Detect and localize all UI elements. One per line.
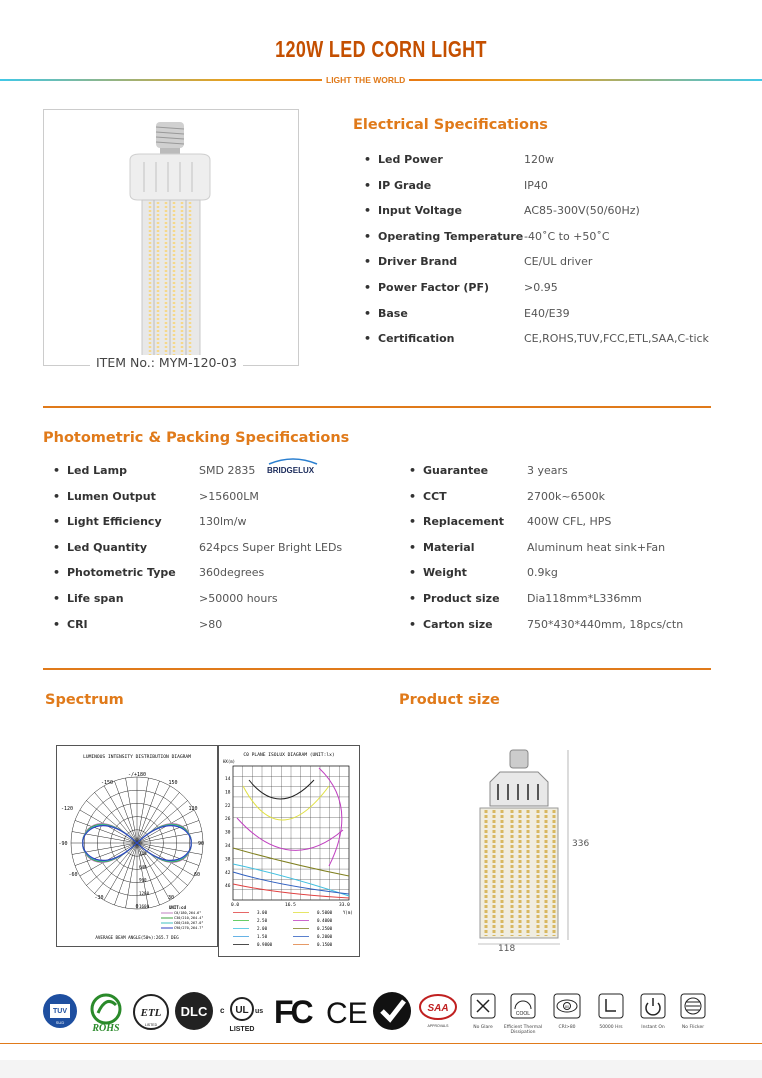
spec-value: 0.9kg: [527, 566, 558, 580]
svg-text:80: 80: [565, 1005, 569, 1009]
spec-value: AC85-300V(50/60Hz): [524, 204, 640, 218]
tagline: LIGHT THE WORLD: [322, 75, 409, 85]
spec-value: >15600LM: [199, 489, 259, 503]
polar-radius-label: 1600: [139, 904, 150, 909]
polar-angle-label: -150: [100, 780, 114, 786]
polar-angle-label: 90: [197, 841, 205, 847]
ce-logo: [326, 993, 370, 1029]
corn-light-image: [44, 110, 298, 365]
svg-text:FC: FC: [274, 994, 311, 1029]
luminous-intensity-diagram: [56, 745, 218, 947]
polar-radius-label: 1280: [139, 890, 150, 896]
svg-text:APPROVALS: APPROVALS: [427, 1024, 449, 1028]
isolux-xtick: 16.5: [285, 903, 296, 908]
isolux-xtick: 0.0: [231, 903, 240, 908]
feature-caption: Instant On: [641, 1025, 665, 1030]
spec-value: E40/E39: [524, 306, 570, 320]
no-glare-icon: [470, 993, 496, 1019]
polar-radius-label: 320: [139, 851, 147, 857]
polar-angle-label: 150: [168, 780, 178, 786]
spec-label: • Product size: [423, 592, 500, 605]
svg-text:us: us: [255, 1008, 264, 1015]
polar-angle-label: -120: [60, 806, 74, 812]
isolux-ytick: 26: [225, 817, 231, 823]
polar-angle-label: -/+180: [127, 772, 147, 778]
bridgelux-logo: [265, 456, 321, 478]
spec-label: • Certification: [378, 332, 455, 345]
isolux-ytick: 46: [225, 884, 231, 890]
spec-value: 360degrees: [199, 566, 265, 580]
polar-legend-label: C30/210,264.4°: [174, 916, 204, 920]
isolux-ytick: 42: [225, 870, 231, 876]
spec-label: • Weight: [423, 566, 467, 579]
isolux-legend-label: 0.4000: [317, 918, 333, 923]
polar-angle-label: -90: [58, 841, 68, 847]
svg-text:BRIDGELUX: BRIDGELUX: [267, 466, 315, 475]
isolux-legend-label: 0.2000: [317, 934, 333, 939]
isolux-legend-label: 2.50: [257, 918, 268, 923]
spec-label: • Operating Temperature: [378, 230, 523, 243]
spec-value: 400W CFL, HPS: [527, 515, 612, 529]
spec-value: >50000 hours: [199, 592, 278, 605]
diameter-dimension: 118: [498, 944, 516, 954]
photometric-heading: Photometric & Packing Specifications: [43, 430, 350, 446]
spec-value: 2700k~6500k: [527, 489, 605, 503]
isolux-ytick: 22: [225, 803, 231, 809]
spec-label: • Base: [378, 307, 408, 320]
cri-eye-icon: [553, 993, 581, 1019]
etl-logo: [132, 993, 170, 1031]
spec-value: 624pcs Super Bright LEDs: [199, 540, 343, 554]
isolux-ytick: 30: [225, 830, 231, 836]
isolux-legend-label: 3.00: [257, 910, 268, 915]
spec-value: Dia118mm*L336mm: [527, 592, 642, 605]
isolux-ytick: 38: [225, 857, 231, 863]
feature-caption: Efficient Thermal Dissipation: [503, 1025, 543, 1035]
electrical-heading: Electrical Specifications: [353, 117, 548, 133]
page-title: 120W LED CORN LIGHT: [275, 36, 487, 62]
svg-text:LISTED: LISTED: [144, 1023, 158, 1027]
spec-value: SMD 2835: [199, 464, 256, 477]
svg-text:SAA: SAA: [427, 1003, 449, 1014]
polar-radius-label: 640: [139, 864, 147, 870]
polar-angle-label: 0: [135, 904, 139, 910]
product-size-heading: Product size: [399, 692, 500, 708]
isolux-legend-label: 2.00: [257, 926, 268, 931]
svg-text:LISTED: LISTED: [229, 1026, 255, 1033]
isolux-xtick: 33.0: [339, 903, 350, 908]
spec-label: • Guarantee: [423, 464, 488, 477]
spec-value: CE/UL driver: [524, 255, 593, 269]
spec-label: • Input Voltage: [378, 204, 462, 217]
spec-label: • CCT: [423, 490, 447, 503]
svg-text:UL: UL: [235, 1005, 249, 1016]
svg-text:SUD: SUD: [55, 1020, 65, 1025]
isolux-diagram: [218, 745, 360, 957]
isolux-legend-label: 0.5000: [317, 910, 333, 915]
spec-value: 130lm/w: [199, 515, 247, 529]
isolux-legend-label: 0.2500: [317, 926, 333, 931]
c-tick-logo: [372, 991, 412, 1031]
isolux-xunit: Y(m): [343, 910, 353, 915]
svg-text:TUV: TUV: [53, 1008, 67, 1015]
length-dimension: 336: [572, 839, 590, 849]
svg-text:ROHS: ROHS: [92, 1023, 120, 1034]
svg-text:CE: CE: [326, 997, 368, 1029]
spec-value: 750*430*440mm, 18pcs/ctn: [527, 617, 684, 631]
fcc-logo: [272, 993, 322, 1029]
feature-caption: No Glare: [473, 1025, 493, 1030]
isolux-legend-label: 0.1500: [317, 942, 333, 947]
spec-label: • Life span: [67, 592, 124, 605]
spec-value: >80: [199, 617, 223, 631]
polar-legend-label: C90/270,264.7°: [174, 926, 204, 930]
spec-value: CE,ROHS,TUV,FCC,ETL,SAA,C-tick: [524, 332, 709, 346]
no-flicker-icon: [680, 993, 706, 1019]
footer-band: [0, 1060, 762, 1078]
svg-text:COOL: COOL: [515, 1011, 531, 1017]
spec-value: IP40: [524, 178, 548, 192]
spec-label: • Led Lamp: [67, 464, 127, 477]
instant-on-icon: [640, 993, 666, 1019]
rohs-logo: [86, 991, 128, 1035]
spec-value: -40˚C to +50˚C: [524, 229, 610, 243]
spec-label: • Driver Brand: [378, 255, 457, 268]
polar-angle-label: -30: [94, 895, 104, 901]
isolux-yunit: HX(m): [223, 759, 236, 764]
spec-label: • Photometric Type: [67, 566, 176, 579]
spec-label: • Led Power: [378, 153, 443, 166]
feature-caption: 50000 Hrs: [599, 1025, 623, 1030]
certification-bar: [0, 985, 762, 1045]
lifespan-icon: [598, 993, 624, 1019]
feature-caption: No Flicker: [681, 1025, 705, 1030]
tuv-logo: [42, 993, 78, 1029]
spec-label: • Lumen Output: [67, 490, 156, 503]
culus-logo: [218, 991, 266, 1035]
beam-angle: AVERAGE BEAM ANGLE(50%):265.7 DEG: [95, 935, 179, 940]
spec-label: • Material: [423, 541, 474, 554]
isolux-title: C0 PLANE ISOLUX DIAGRAM (UNIT:lx): [243, 753, 335, 758]
polar-unit: UNIT:cd: [169, 905, 186, 910]
svg-text:DLC: DLC: [180, 1004, 208, 1019]
cool-icon: [510, 993, 536, 1019]
product-dimension-drawing: [470, 748, 590, 958]
spec-label: • CRI: [67, 618, 88, 631]
polar-title: LUMINOUS INTENSITY DISTRIBUTION DIAGRAM: [83, 755, 191, 760]
polar-angle-label: -60: [68, 872, 78, 878]
saa-logo: [416, 991, 460, 1031]
spec-value: 120w: [524, 153, 554, 166]
footer-rule: [0, 1043, 762, 1044]
svg-text:ETL: ETL: [140, 1007, 162, 1019]
feature-caption: CRI>80: [558, 1025, 576, 1030]
dlc-logo: [174, 991, 214, 1031]
spec-label: • Carton size: [423, 618, 493, 631]
isolux-legend-label: 1.50: [257, 934, 268, 939]
section-divider: [43, 406, 711, 408]
isolux-ytick: 14: [225, 777, 231, 782]
polar-radius-label: 960: [139, 877, 147, 883]
polar-legend-label: C60/240,267.0°: [174, 921, 204, 925]
spec-label: • Light Efficiency: [67, 515, 162, 528]
spec-value: 3 years: [527, 464, 568, 477]
isolux-ytick: 34: [225, 844, 231, 849]
polar-angle-label: 30: [167, 895, 175, 901]
isolux-ytick: 18: [225, 790, 231, 796]
polar-legend-label: C0/180,264.6°: [174, 911, 202, 915]
spectrum-heading: Spectrum: [45, 692, 124, 708]
item-number: ITEM No.: MYM-120-03: [90, 355, 243, 370]
isolux-legend-label: 0.9800: [257, 942, 273, 947]
spec-label: • Led Quantity: [67, 541, 147, 554]
spec-label: • IP Grade: [378, 179, 431, 192]
product-photo-frame: [43, 109, 299, 366]
polar-angle-label: 60: [193, 872, 201, 878]
spec-value: Aluminum heat sink+Fan: [527, 540, 666, 554]
svg-text:c: c: [220, 1006, 225, 1015]
spec-label: • Power Factor (PF): [378, 281, 489, 294]
section-divider: [43, 668, 711, 670]
polar-angle-label: 120: [188, 806, 198, 812]
spec-label: • Replacement: [423, 515, 504, 528]
spec-value: >0.95: [524, 281, 558, 294]
